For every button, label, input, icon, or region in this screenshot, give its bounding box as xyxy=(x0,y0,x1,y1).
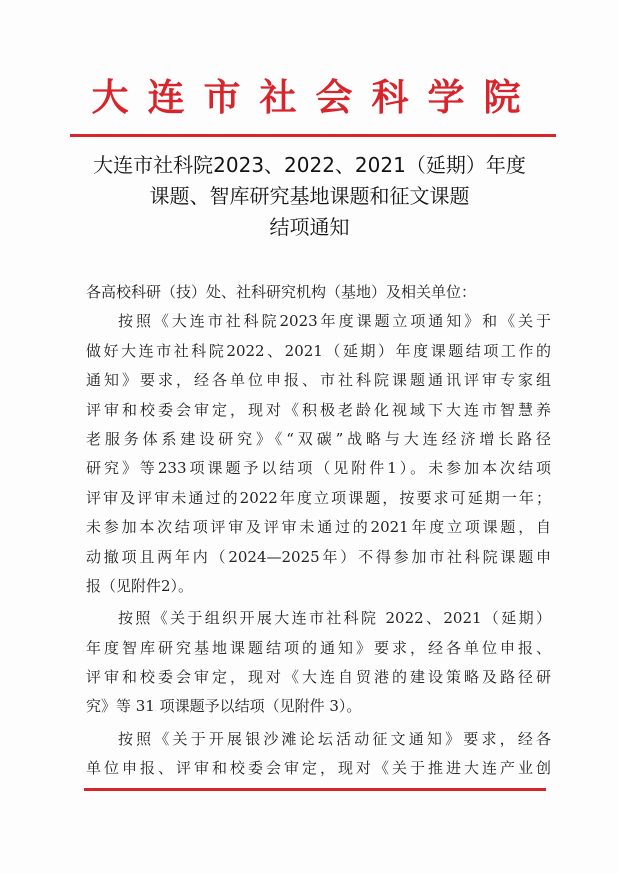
letterhead-red-rule xyxy=(70,134,556,137)
paragraph-1-line: 报（见附件2）。 xyxy=(86,576,194,595)
title-line-1: 大连市社科院2023、2022、2021（延期）年度 xyxy=(93,153,526,177)
paragraph-2-line: 按照《关于组织开展大连市社科院 2022、2021（延期） xyxy=(118,609,551,628)
paragraph-2-line: 年度智库研究基地课题结项的通知》要求，经各单位申报、 xyxy=(86,638,551,657)
letterhead-title: 大连市社会科学院 xyxy=(91,76,540,119)
paragraph-1 xyxy=(86,307,551,601)
paragraph-1-line: 按照《大连市社科院2023年度课题立项通知》和《关于 xyxy=(118,312,551,331)
paragraph-1-line: 做好大连市社科院2022、2021（延期）年度课题结项工作的 xyxy=(86,341,551,360)
notice-body xyxy=(86,278,551,784)
paragraph-1-line: 未参加本次结项评审及评审未通过的2021年度立项课题，自 xyxy=(86,518,551,537)
title-line-2: 课题、智库研究基地课题和征文课题 xyxy=(149,184,470,208)
paragraph-3 xyxy=(86,725,551,784)
paragraph-2-line: 评审和校委会审定，现对《大连自贸港的建设策略及路径研 xyxy=(86,668,551,687)
paragraph-1-line: 评审及评审未通过的2022年度立项课题，按要求可延期一年； xyxy=(86,488,551,507)
paragraph-3-line: 按照《关于开展银沙滩论坛活动征文通知》要求，经各 xyxy=(118,729,551,748)
footer-red-rule xyxy=(84,788,546,791)
title-line-3: 结项通知 xyxy=(269,215,350,239)
paragraph-1-line: 通知》要求，经各单位申报、市社科院课题通讯评审专家组 xyxy=(86,371,551,390)
notice-title xyxy=(60,150,559,243)
paragraph-2 xyxy=(86,604,551,722)
paragraph-1-line: 老服务体系建设研究》《“双碳”战略与大连经济增长路径 xyxy=(86,429,551,448)
salutation: 各高校科研（技）处、社科研究机构（基地）及相关单位： xyxy=(86,283,477,301)
paragraph-1-line: 评审和校委会审定，现对《积极老龄化视域下大连市智慧养 xyxy=(86,400,551,419)
paragraph-1-line: 研究》等233项课题予以结项（见附件1）。未参加本次结项 xyxy=(86,459,551,478)
paragraph-3-line: 单位申报、评审和校委会审定，现对《关于推进大连产业创 xyxy=(86,759,551,778)
paragraph-2-line: 究》等 31 项课题予以结项（见附件 3）。 xyxy=(86,697,362,716)
paragraph-1-line: 动撤项且两年内（2024—2025年）不得参加市社科院课题申 xyxy=(86,547,551,566)
